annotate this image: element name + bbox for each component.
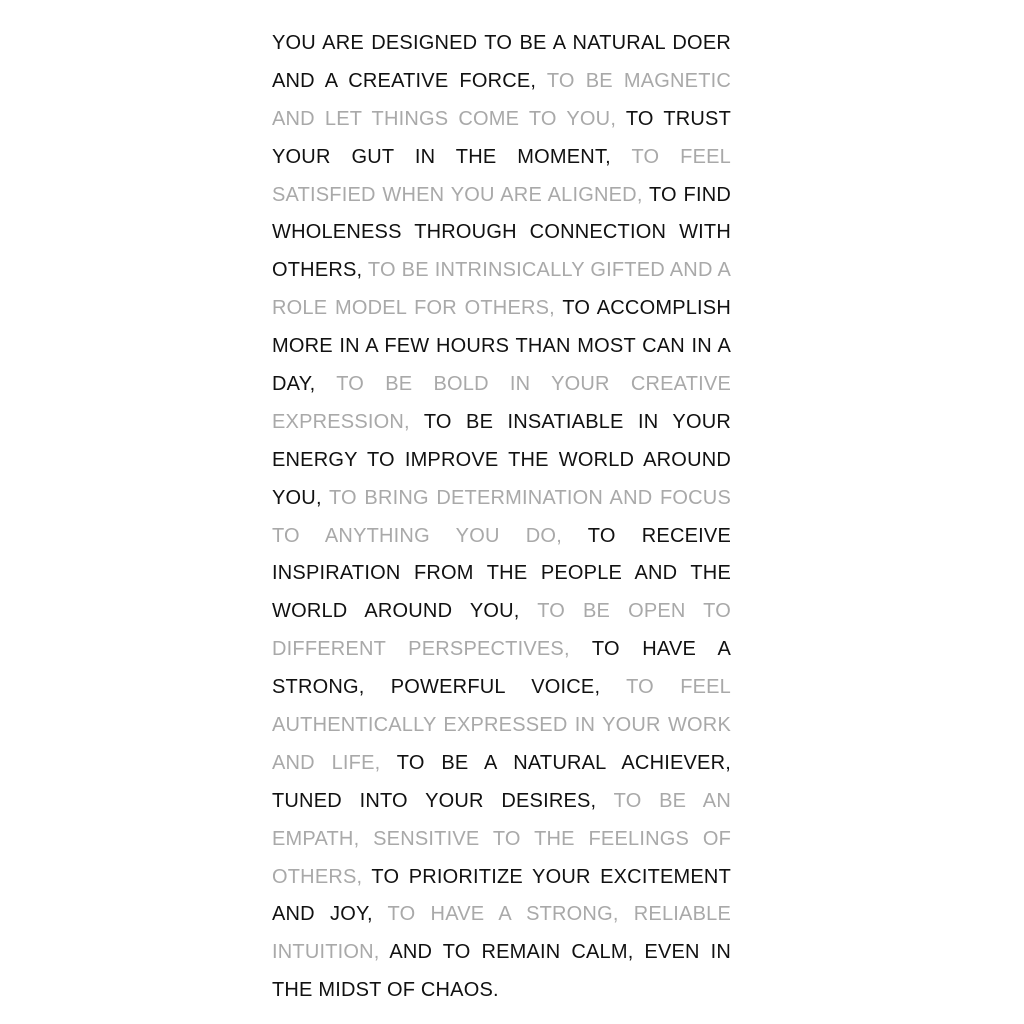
text-line bbox=[272, 707, 731, 745]
light-text-segment: TO FEEL bbox=[626, 676, 732, 699]
text-line bbox=[272, 518, 731, 556]
light-text-segment: AUTHENTICALLY EXPRESSED IN YOUR WORK bbox=[272, 714, 731, 737]
text-line bbox=[272, 783, 731, 821]
light-text-segment: AND LIFE, bbox=[272, 751, 381, 774]
dark-text-segment: TO PRIORITIZE YOUR EXCITEMENT bbox=[371, 865, 731, 888]
light-text-segment: TO BE INTRINSICALLY GIFTED AND A bbox=[367, 259, 731, 282]
text-line bbox=[272, 139, 731, 177]
text-line bbox=[272, 859, 731, 897]
light-text-segment: TO FEEL bbox=[631, 145, 731, 168]
light-text-segment: ROLE MODEL FOR OTHERS, bbox=[272, 297, 555, 320]
light-text-segment: TO ANYTHING YOU DO, bbox=[272, 524, 562, 547]
dark-text-segment: WHOLENESS THROUGH CONNECTION WITH bbox=[272, 221, 731, 244]
text-line bbox=[272, 366, 731, 404]
dark-text-segment: TUNED INTO YOUR DESIRES, bbox=[272, 789, 597, 812]
dark-text-segment: WORLD AROUND YOU, bbox=[272, 600, 520, 623]
dark-text-segment: YOU, bbox=[272, 486, 322, 509]
light-text-segment: OTHERS, bbox=[272, 865, 363, 888]
dark-text-segment: OTHERS, bbox=[272, 259, 363, 282]
text-line bbox=[272, 821, 731, 859]
light-text-segment: TO BE AN bbox=[613, 789, 731, 812]
light-text-segment: EMPATH, SENSITIVE TO THE FEELINGS OF bbox=[272, 827, 731, 850]
dark-text-segment: TO FIND bbox=[648, 183, 731, 206]
text-line bbox=[272, 669, 731, 707]
dark-text-segment: AND JOY, bbox=[272, 903, 373, 926]
light-text-segment: TO BRING DETERMINATION AND FOCUS bbox=[328, 486, 731, 509]
dark-text-segment: STRONG, POWERFUL VOICE, bbox=[272, 676, 601, 699]
text-line bbox=[272, 177, 731, 215]
dark-text-segment: TO BE A NATURAL ACHIEVER, bbox=[396, 751, 731, 774]
dark-text-segment: MORE IN A FEW HOURS THAN MOST CAN IN A bbox=[272, 335, 731, 358]
light-text-segment: DIFFERENT PERSPECTIVES, bbox=[272, 638, 570, 661]
dark-text-segment: AND A CREATIVE FORCE, bbox=[272, 69, 537, 92]
dark-text-segment: TO RECEIVE bbox=[587, 524, 731, 547]
dark-text-segment: THE MIDST OF CHAOS. bbox=[272, 979, 499, 1002]
text-line bbox=[272, 328, 731, 366]
text-line bbox=[272, 972, 731, 1010]
text-line bbox=[272, 252, 731, 290]
text-line bbox=[272, 593, 731, 631]
light-text-segment: EXPRESSION, bbox=[272, 410, 410, 433]
text-line bbox=[272, 25, 731, 63]
light-text-segment: INTUITION, bbox=[272, 941, 380, 964]
dark-text-segment: TO ACCOMPLISH bbox=[562, 297, 731, 320]
light-text-segment: TO BE OPEN TO bbox=[537, 600, 731, 623]
text-line bbox=[272, 555, 731, 593]
text-line bbox=[272, 934, 731, 972]
text-line bbox=[272, 442, 731, 480]
text-line bbox=[272, 101, 731, 139]
light-text-segment: TO BE BOLD IN YOUR CREATIVE bbox=[336, 373, 731, 396]
dark-text-segment: TO BE INSATIABLE IN YOUR bbox=[423, 410, 731, 433]
light-text-segment: TO HAVE A STRONG, RELIABLE bbox=[387, 903, 731, 926]
text-line bbox=[272, 745, 731, 783]
text-line bbox=[272, 214, 731, 252]
text-line bbox=[272, 404, 731, 442]
affirmation-text-block bbox=[272, 25, 731, 1010]
text-line bbox=[272, 480, 731, 518]
text-line bbox=[272, 290, 731, 328]
dark-text-segment: TO HAVE A bbox=[591, 638, 731, 661]
light-text-segment: TO BE MAGNETIC bbox=[546, 69, 732, 92]
text-line bbox=[272, 896, 731, 934]
dark-text-segment: ENERGY TO IMPROVE THE WORLD AROUND bbox=[272, 448, 731, 471]
dark-text-segment: DAY, bbox=[272, 373, 316, 396]
text-line bbox=[272, 631, 731, 669]
dark-text-segment: YOUR GUT IN THE MOMENT, bbox=[272, 145, 611, 168]
dark-text-segment: TO TRUST bbox=[625, 107, 731, 130]
light-text-segment: AND LET THINGS COME TO YOU, bbox=[272, 107, 617, 130]
text-line bbox=[272, 63, 731, 101]
dark-text-segment: AND TO REMAIN CALM, EVEN IN bbox=[389, 941, 731, 964]
dark-text-segment: YOU ARE DESIGNED TO BE A NATURAL DOER bbox=[272, 32, 731, 54]
dark-text-segment: INSPIRATION FROM THE PEOPLE AND THE bbox=[272, 562, 731, 585]
light-text-segment: SATISFIED WHEN YOU ARE ALIGNED, bbox=[272, 183, 643, 206]
